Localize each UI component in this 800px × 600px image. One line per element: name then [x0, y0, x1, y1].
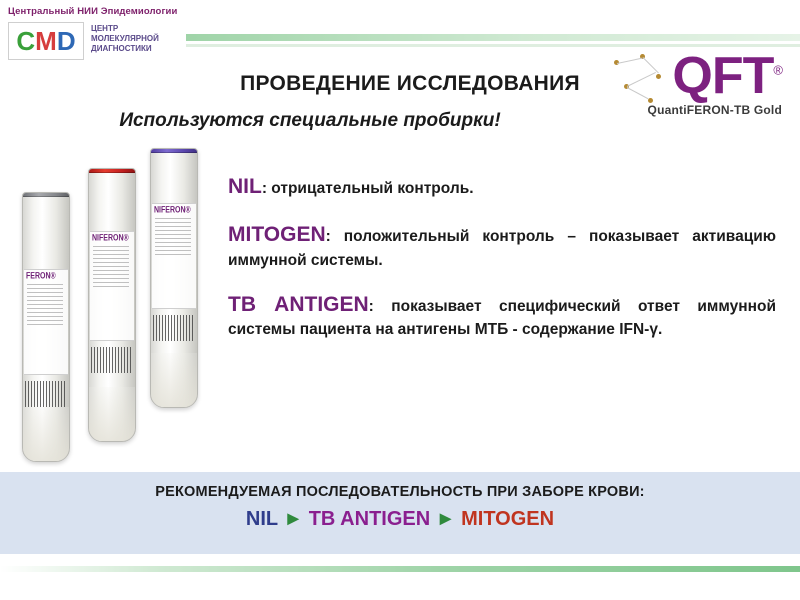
description-block	[228, 172, 776, 359]
qft-name: QFT	[672, 47, 774, 105]
cmd-sub-line-1: ЦЕНТР	[91, 24, 119, 33]
tube-fluid	[89, 387, 135, 441]
red-cap-icon	[88, 168, 136, 173]
keyword-tb-antigen: TB ANTIGEN	[228, 292, 369, 316]
cmd-letter-d: D	[56, 26, 76, 56]
qft-subtitle: QuantiFERON-TB Gold	[647, 103, 782, 118]
cmd-letter-c: C	[16, 26, 36, 56]
keyword-mitogen: MITOGEN	[228, 222, 326, 246]
page-title: ПРОВЕДЕНИЕ ИССЛЕДОВАНИЯ	[240, 72, 580, 95]
paragraph-tb-antigen-text: : показывает специфический ответ иммунной системы пациента на антигены МТБ - содержание IFN-γ.	[228, 297, 776, 339]
tube-barcode	[25, 381, 65, 407]
keyword-nil: NIL	[228, 175, 262, 198]
paragraph-mitogen-text: : положительный контроль – показывает активацию иммунной системы.	[228, 227, 776, 269]
paragraph-mitogen	[228, 220, 776, 272]
tube-fluid	[23, 407, 69, 461]
sequence-arrow-icon-2: ►	[435, 508, 456, 530]
tube-label-brand: NIFERON®	[92, 234, 129, 243]
tube-nil-grey	[22, 192, 70, 462]
paragraph-nil	[228, 172, 776, 202]
footer-rule-green	[0, 566, 800, 572]
cmd-logo-row	[8, 22, 186, 60]
cmd-logo-subtitle	[91, 22, 159, 54]
tube-label-lines	[93, 246, 134, 287]
page-subtitle: Используются специальные пробирки!	[119, 110, 501, 131]
sequence-item-nil: NIL	[245, 508, 278, 530]
sequence-heading: РЕКОМЕНДУЕМАЯ ПОСЛЕДОВАТЕЛЬНОСТЬ ПРИ ЗАБОРЕ КРОВИ:	[155, 484, 645, 500]
tube-label	[152, 203, 196, 309]
tube-fluid	[151, 353, 197, 407]
header-rule-green	[186, 34, 800, 41]
tube-mitogen-purple	[150, 148, 198, 408]
tube-tb-antigen-red	[88, 168, 136, 442]
paragraph-nil-text: : отрицательный контроль.	[261, 180, 474, 197]
tube-label	[90, 231, 134, 341]
cmd-sub-line-3: ДИАГНОСТИКИ	[91, 44, 152, 53]
sequence-item-tb-antigen: TB ANTIGEN	[308, 508, 431, 530]
tube-label-brand: FERON®	[26, 272, 56, 281]
sequence-row	[0, 508, 800, 531]
grey-cap-icon	[22, 192, 70, 197]
organization-title: Центральный НИИ Эпидемиологии	[8, 6, 178, 17]
tube-label	[24, 269, 68, 375]
paragraph-tb-antigen	[228, 290, 776, 342]
cmd-sub-line-2: МОЛЕКУЛЯРНОЙ	[91, 34, 159, 43]
recommended-sequence-band	[0, 472, 800, 554]
qft-registered-mark: ®	[773, 62, 782, 78]
cmd-logo-block	[8, 6, 186, 60]
sequence-arrow-icon-1: ►	[283, 508, 304, 530]
tube-label-lines	[27, 284, 68, 325]
tube-barcode	[153, 315, 193, 341]
cmd-logo-icon	[8, 22, 84, 60]
cmd-letter-m: M	[35, 26, 57, 56]
purple-cap-icon	[150, 148, 198, 153]
tube-label-brand: NIFERON®	[154, 206, 191, 215]
tube-barcode	[91, 347, 131, 373]
sequence-item-mitogen: MITOGEN	[461, 508, 555, 530]
tube-label-lines	[155, 218, 196, 255]
blood-collection-tubes-image	[10, 140, 220, 470]
